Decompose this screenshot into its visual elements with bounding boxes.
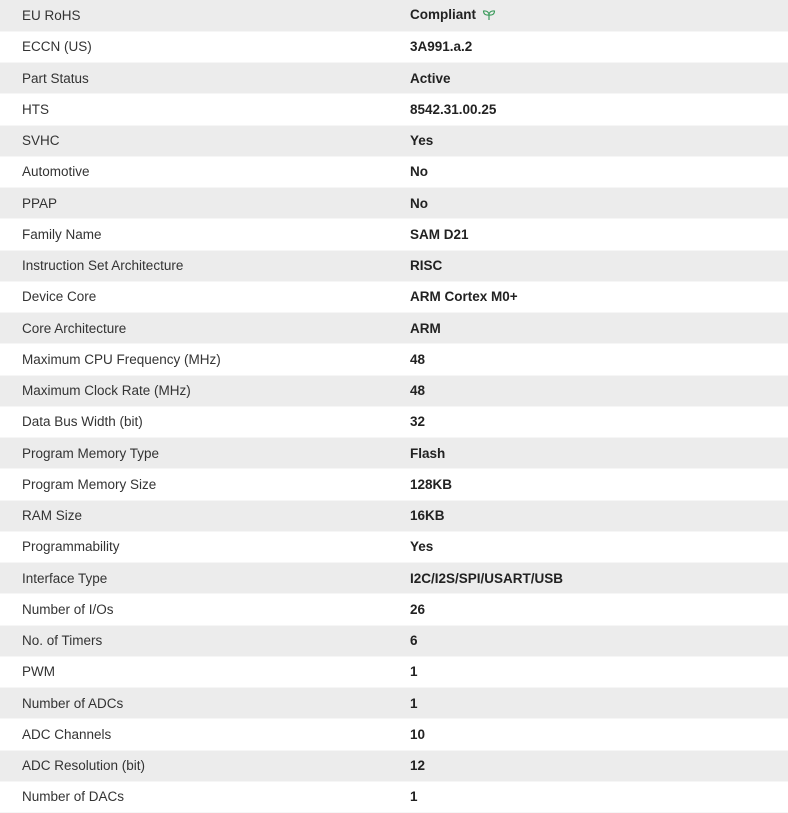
table-row <box>0 219 788 250</box>
spec-label: Number of DACs <box>0 781 410 812</box>
table-row <box>0 531 788 562</box>
spec-value: 1 <box>410 688 788 719</box>
table-row <box>0 469 788 500</box>
table-row <box>0 313 788 344</box>
spec-value: 10 <box>410 719 788 750</box>
table-row <box>0 63 788 94</box>
spec-value: 3A991.a.2 <box>410 31 788 62</box>
spec-value-text: Compliant <box>410 6 476 22</box>
table-row <box>0 406 788 437</box>
spec-label: Device Core <box>0 281 410 312</box>
table-row <box>0 375 788 406</box>
table-row <box>0 656 788 687</box>
spec-value: Yes <box>410 531 788 562</box>
table-row <box>0 156 788 187</box>
table-row <box>0 125 788 156</box>
spec-label: HTS <box>0 94 410 125</box>
spec-label: Programmability <box>0 531 410 562</box>
table-row <box>0 750 788 781</box>
spec-value: 48 <box>410 344 788 375</box>
spec-label: Program Memory Size <box>0 469 410 500</box>
spec-value: No <box>410 188 788 219</box>
spec-label: Part Status <box>0 63 410 94</box>
spec-value: 16KB <box>410 500 788 531</box>
table-row <box>0 0 788 31</box>
spec-label: EU RoHS <box>0 0 410 31</box>
table-row <box>0 594 788 625</box>
table-row <box>0 31 788 62</box>
spec-value: Flash <box>410 438 788 469</box>
spec-label: Family Name <box>0 219 410 250</box>
spec-value: 8542.31.00.25 <box>410 94 788 125</box>
table-row <box>0 688 788 719</box>
table-row <box>0 188 788 219</box>
spec-value: 1 <box>410 781 788 812</box>
spec-label: ECCN (US) <box>0 31 410 62</box>
spec-value: 1 <box>410 656 788 687</box>
spec-value: Yes <box>410 125 788 156</box>
spec-value: I2C/I2S/SPI/USART/USB <box>410 563 788 594</box>
spec-value: 12 <box>410 750 788 781</box>
spec-label: RAM Size <box>0 500 410 531</box>
spec-value: 6 <box>410 625 788 656</box>
spec-value: 48 <box>410 375 788 406</box>
spec-label: Number of I/Os <box>0 594 410 625</box>
table-row <box>0 438 788 469</box>
spec-label: SVHC <box>0 125 410 156</box>
spec-value: SAM D21 <box>410 219 788 250</box>
table-row <box>0 719 788 750</box>
spec-value: 128KB <box>410 469 788 500</box>
spec-value: ARM <box>410 313 788 344</box>
table-row <box>0 94 788 125</box>
spec-value: 32 <box>410 406 788 437</box>
spec-label: Program Memory Type <box>0 438 410 469</box>
table-row <box>0 781 788 812</box>
spec-value: No <box>410 156 788 187</box>
spec-label: Core Architecture <box>0 313 410 344</box>
spec-value <box>410 0 788 31</box>
spec-label: Automotive <box>0 156 410 187</box>
spec-label: Data Bus Width (bit) <box>0 406 410 437</box>
spec-label: Maximum Clock Rate (MHz) <box>0 375 410 406</box>
spec-label: ADC Channels <box>0 719 410 750</box>
spec-value: RISC <box>410 250 788 281</box>
spec-label: PPAP <box>0 188 410 219</box>
spec-label: No. of Timers <box>0 625 410 656</box>
spec-value: 26 <box>410 594 788 625</box>
spec-value: Active <box>410 63 788 94</box>
table-row <box>0 281 788 312</box>
spec-label: Instruction Set Architecture <box>0 250 410 281</box>
spec-label: PWM <box>0 656 410 687</box>
leaf-icon <box>482 9 496 24</box>
spec-value: ARM Cortex M0+ <box>410 281 788 312</box>
spec-label: Maximum CPU Frequency (MHz) <box>0 344 410 375</box>
table-row <box>0 625 788 656</box>
table-row <box>0 250 788 281</box>
table-row <box>0 344 788 375</box>
table-row <box>0 500 788 531</box>
table-row <box>0 563 788 594</box>
spec-label: Number of ADCs <box>0 688 410 719</box>
spec-label: Interface Type <box>0 563 410 594</box>
spec-label: ADC Resolution (bit) <box>0 750 410 781</box>
